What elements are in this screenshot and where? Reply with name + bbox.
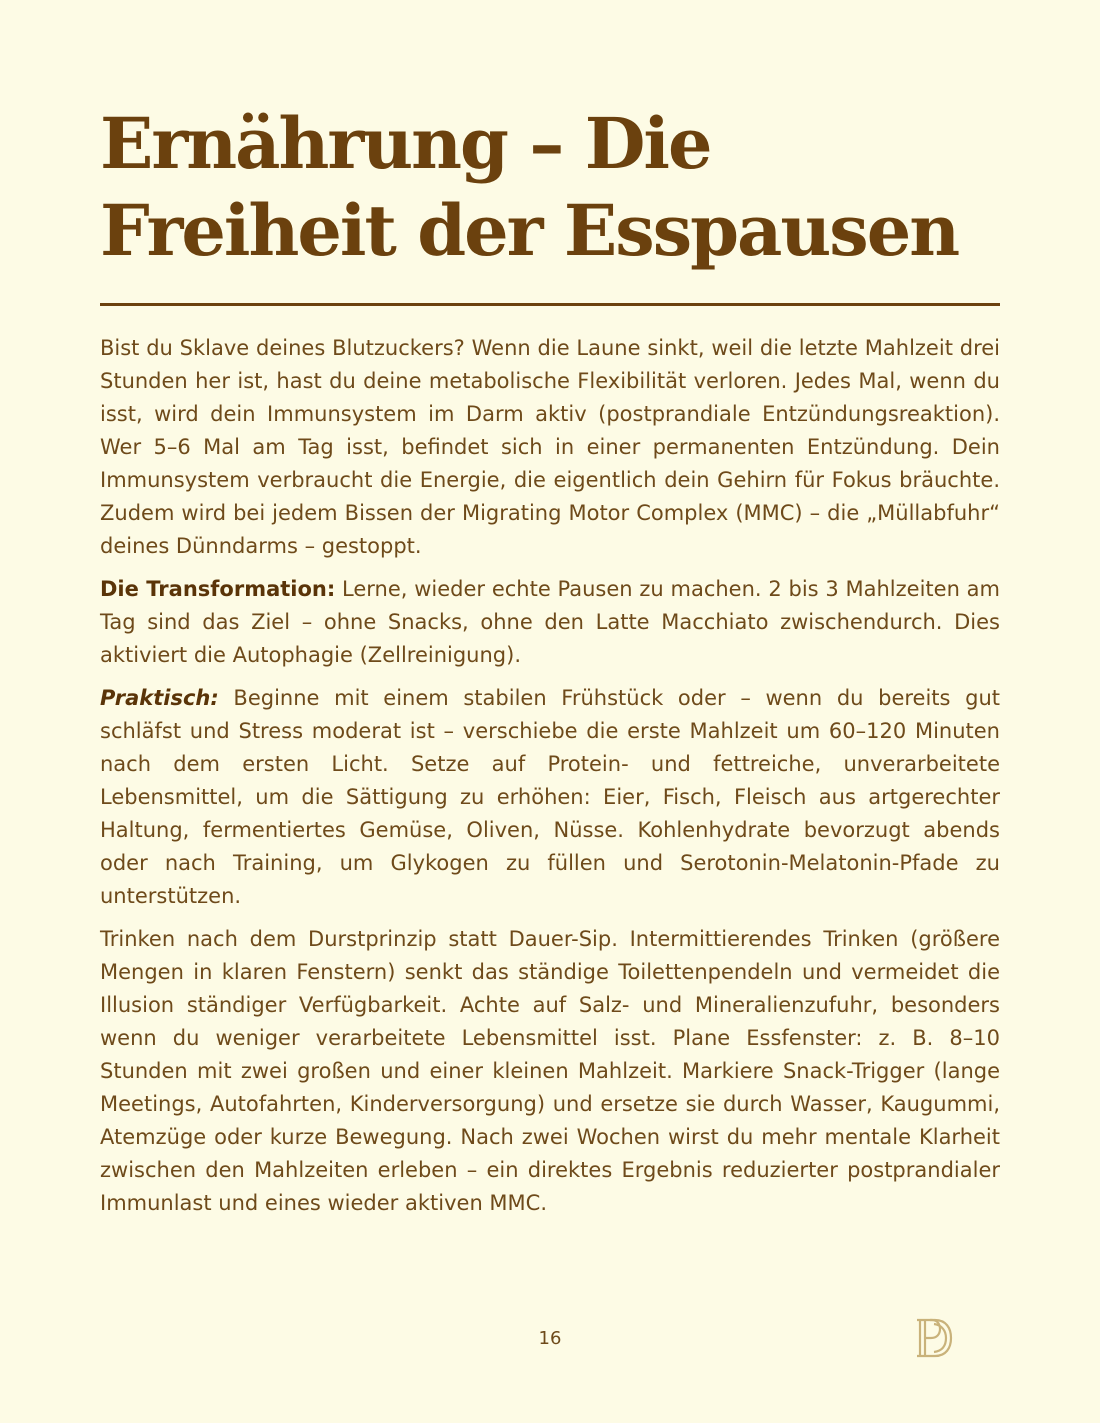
page-title: Ernährung – Die Freiheit der Esspausen [100,102,959,272]
dp-monogram-icon [914,1316,954,1360]
page-number: 16 [538,1328,562,1349]
paragraph-drinking: Trinken nach dem Durstprinzip statt Dauer-Sip. Intermittierendes Trinken (größere Mengen in klaren Fenstern) senkt das ständige Toilettenpendeln und vermeidet die Illusion ständiger Verfügbarkeit. Achte auf Salz- und Mineralienzufuhr, besonders wenn du weniger verarbeitete Lebensmittel isst. Plane Essfenster: z. B. 8–10 Stunden mit zwei großen und einer kleinen Mahlzeit. Markiere Snack-Trigger (lange Meetings, Autofahrten, Kinderversorgung) und ersetze sie durch Wasser, Kaugummi, Atemzüge oder kurze Bewegung. Nach zwei Wochen wirst du mehr mentale Klarheit zwischen den Mahlzeiten erleben – ein direktes Ergebnis reduzierter postprandialer Immunlast und eines wieder aktiven MMC. [100,927,1000,1215]
transformation-lead: Die Transformation: [100,577,336,601]
paragraph-transformation [100,573,1000,672]
praktisch-text: Beginne mit einem stabilen Frühstück oder – wenn du bereits gut schläfst und Stress moderat ist – verschiebe die erste Mahlzeit um 60–120 Minuten nach dem ersten Licht. Setze auf Protein- und fettreiche, unverarbeitete Lebensmittel, um die Sättigung zu erhöhen: Eier, Fisch, Fleisch aus artgerechter Haltung, fermentiertes Gemüse, Oliven, Nüsse. Kohlenhydrate bevorzugt abends oder nach Training, um Glykogen zu füllen und Serotonin-Melatonin-Pfade zu unterstützen. [100,686,1000,908]
paragraph-praktisch [100,682,1000,913]
paragraph-intro: Bist du Sklave deines Blutzuckers? Wenn die Laune sinkt, weil die letzte Mahlzeit drei Stunden her ist, hast du deine metabolische Flexibilität verloren. Jedes Mal, wenn du isst, wird dein Immunsystem im Darm aktiv (postprandiale Entzündungsreaktion). Wer 5–6 Mal am Tag isst, befindet sich in einer permanenten Entzündung. Dein Immunsystem verbraucht die Energie, die eigentlich dein Gehirn für Fokus bräuchte. Zudem wird bei jedem Bissen der Migrating Motor Complex (MMC) – die „Müllabfuhr“ deines Dünndarms – gestoppt. [100,336,1000,558]
praktisch-lead: Praktisch: [100,686,219,710]
transformation-text: Lerne, wieder echte Pausen zu machen. 2 bis 3 Mahlzeiten am Tag sind das Ziel – ohne Snacks, ohne den Latte Macchiato zwischendurch. Dies aktiviert die Autophagie (Zellreinigung). [100,577,1000,667]
page-content [100,100,1000,1230]
title-divider [100,303,1000,306]
